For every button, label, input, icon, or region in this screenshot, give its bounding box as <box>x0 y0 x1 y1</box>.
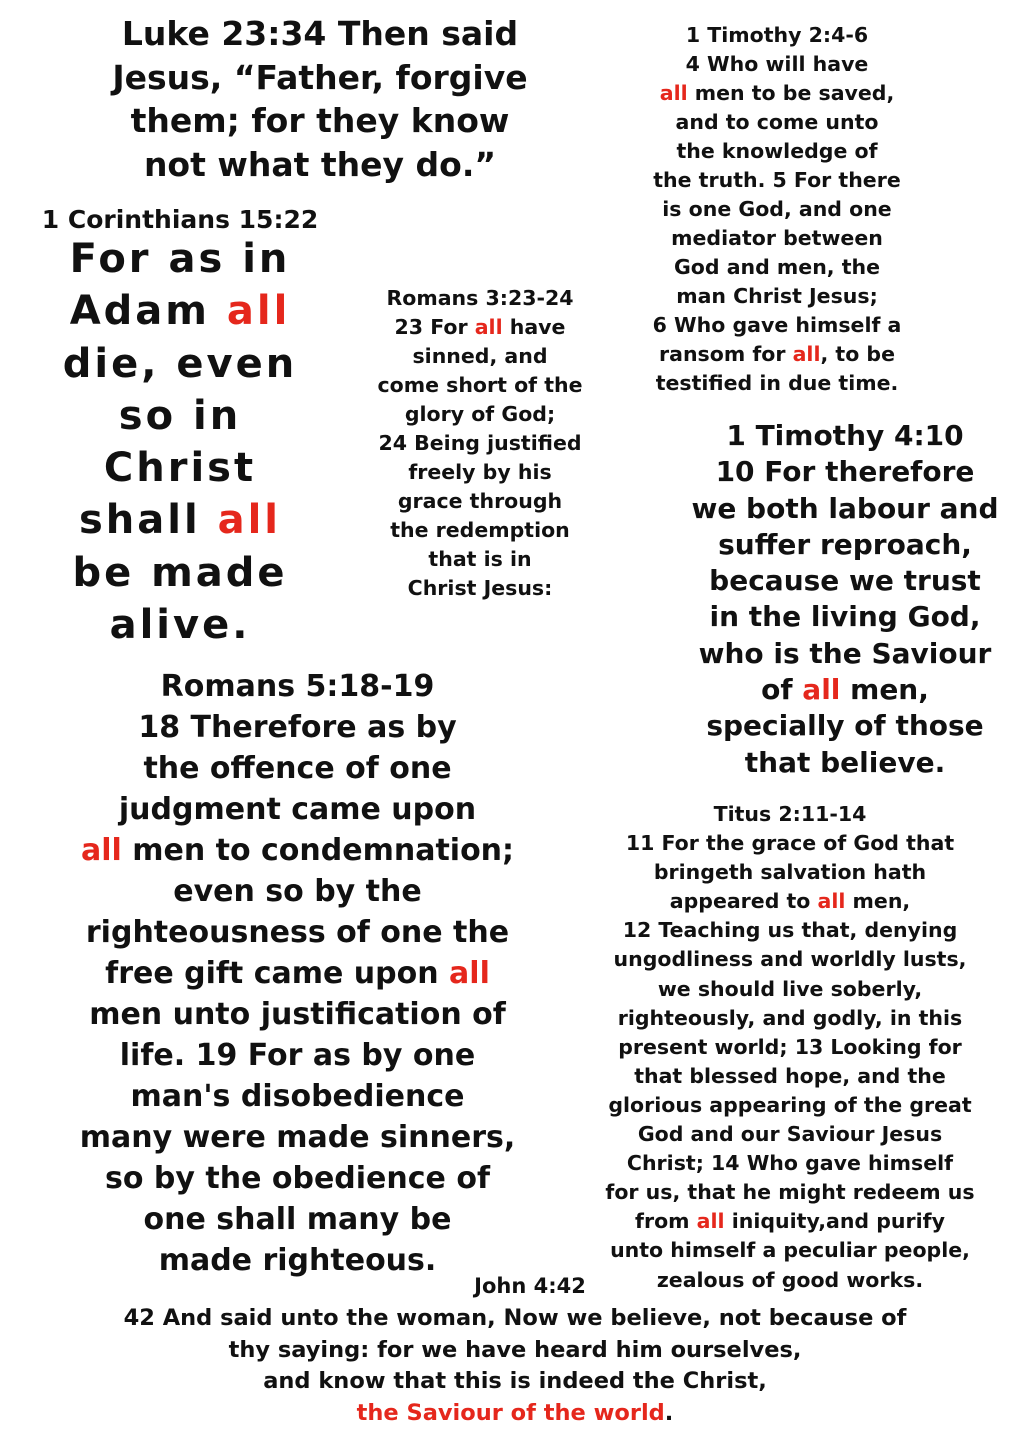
verse-text: glory of God; <box>404 402 556 426</box>
verse-john-4-42 <box>40 1303 990 1429</box>
verse-text: 12 Teaching us that, denying <box>622 918 958 943</box>
verse-line <box>40 1117 555 1158</box>
highlighted-word: all <box>474 315 503 339</box>
reference-label: 1 Corinthians 15:22 <box>41 205 319 234</box>
verse-text: glorious appearing of the great <box>608 1092 972 1117</box>
verse-line <box>620 340 934 369</box>
verse-text: have <box>502 315 566 339</box>
verse-line <box>10 599 350 651</box>
verse-text: men unto justification of <box>89 997 506 1032</box>
highlighted-word: all <box>802 673 841 707</box>
verse-line <box>40 830 555 871</box>
verse-line <box>575 1207 1005 1236</box>
verse-text: for us, that he might redeem us <box>605 1180 975 1205</box>
verse-line <box>620 224 934 253</box>
verse-romans-3-23-24 <box>350 284 610 603</box>
verse-line <box>40 1366 990 1398</box>
verse-text: them; for they know <box>130 101 510 140</box>
highlighted-word: the Saviour of the world <box>356 1399 665 1426</box>
verse-text: men to condemnation; <box>121 833 515 868</box>
verse-line <box>40 994 555 1035</box>
verse-line <box>620 50 934 79</box>
verse-reference-1-corinthians <box>10 203 350 237</box>
verse-1-corinthians-15-22 <box>10 233 350 651</box>
verse-text: grace through <box>397 489 563 513</box>
verse-line <box>40 789 555 830</box>
verse-text: 24 Being justified <box>378 431 582 455</box>
verse-text: suffer reproach, <box>718 527 972 561</box>
verse-line <box>575 887 1005 916</box>
verse-text: shall <box>78 497 218 544</box>
verse-line <box>620 369 934 398</box>
verse-text: and know that this is indeed the Christ, <box>263 1368 767 1394</box>
verse-text: the knowledge of <box>676 139 878 163</box>
verse-line <box>90 99 550 143</box>
verse-line <box>40 707 555 748</box>
verse-line <box>620 282 934 311</box>
verse-line <box>350 429 610 458</box>
verse-text: Jesus, “Father, forgive <box>112 57 528 97</box>
highlighted-word: all <box>80 833 122 868</box>
verse-line <box>620 253 934 282</box>
verse-line <box>350 371 610 400</box>
verse-line <box>670 454 1020 490</box>
verse-line <box>620 195 934 224</box>
verse-text: the redemption <box>390 518 570 542</box>
verse-text: Romans 3:23-24 <box>386 286 574 310</box>
verse-text: Romans 5:18-19 <box>160 669 435 704</box>
verse-line <box>620 79 934 108</box>
reference-label: John 4:42 <box>474 1274 586 1298</box>
verse-text: Christ <box>103 445 257 492</box>
verse-line <box>575 1120 1005 1149</box>
verse-1-timothy-4-10 <box>670 418 1020 781</box>
verse-romans-5-18-19 <box>40 666 555 1281</box>
verse-line <box>620 137 934 166</box>
verse-text: righteousness of one the <box>85 915 510 950</box>
verse-line <box>90 12 550 56</box>
verse-text: Luke 23:34 Then said <box>121 14 519 53</box>
verse-text: present world; 13 Looking for <box>618 1034 962 1059</box>
verse-text: thy saying: for we have heard him ourselves, <box>228 1336 802 1363</box>
verse-line <box>40 1158 555 1199</box>
verse-text: from <box>635 1209 697 1234</box>
verse-line <box>90 56 550 100</box>
verse-text: 10 For therefore <box>715 455 975 489</box>
verse-line <box>620 108 934 137</box>
verse-line <box>575 829 1005 858</box>
verse-line <box>620 166 934 195</box>
verse-text: of <box>761 673 803 707</box>
verse-text: bringeth salvation hath <box>653 860 927 885</box>
verse-line <box>350 313 610 342</box>
verse-text: mediator between <box>671 226 883 250</box>
verse-text: Adam <box>69 288 227 335</box>
verse-text: that blessed hope, and the <box>634 1063 946 1088</box>
verse-line <box>10 390 350 442</box>
verse-line <box>40 1035 555 1076</box>
highlighted-word: all <box>659 81 688 105</box>
verse-text: sinned, and <box>412 344 548 368</box>
verse-text: ungodliness and worldly lusts, <box>613 947 967 972</box>
verse-line <box>40 1398 990 1430</box>
verse-line <box>575 1004 1005 1033</box>
verse-line <box>670 563 1020 599</box>
verse-text: be made <box>72 549 288 596</box>
verse-line <box>40 953 555 994</box>
verse-text: man Christ Jesus; <box>676 284 878 308</box>
highlighted-word: all <box>792 342 821 366</box>
verse-line <box>40 666 555 707</box>
verse-line <box>575 1091 1005 1120</box>
verse-text: 11 For the grace of God that <box>625 831 955 856</box>
verse-text: 42 And said unto the woman, Now we believe, not because of <box>123 1305 907 1331</box>
verse-text: that is in <box>428 547 532 571</box>
verse-line <box>620 311 934 340</box>
verse-text: man's disobedience <box>130 1079 465 1114</box>
verse-text: even so by the <box>173 874 422 909</box>
verse-text: men to be saved, <box>687 81 895 105</box>
verse-text: Titus 2:11-14 <box>713 802 867 826</box>
verse-line <box>40 1303 990 1335</box>
verse-titus-2-11-14 <box>575 800 1005 1295</box>
verse-text: we both labour and <box>691 491 999 525</box>
verse-text: men, <box>840 673 929 707</box>
verse-line <box>575 1236 1005 1265</box>
verse-text: life. 19 For as by one <box>119 1038 476 1073</box>
verse-line <box>350 487 610 516</box>
verse-line <box>575 1062 1005 1091</box>
verse-line <box>575 916 1005 945</box>
verse-text: specially of those <box>706 709 984 743</box>
verse-text: we should live soberly, <box>657 976 923 1001</box>
verse-text: many were made sinners, <box>79 1120 516 1155</box>
highlighted-word: all <box>817 889 846 914</box>
verse-text: testified in due time. <box>655 371 899 395</box>
verse-text: because we trust <box>709 564 981 598</box>
verse-text: 18 Therefore as by <box>138 710 457 745</box>
verse-line <box>40 912 555 953</box>
verse-text: is one God, and one <box>662 197 892 221</box>
verse-text: alive. <box>109 602 251 649</box>
verse-text: , to be <box>820 342 895 366</box>
verse-text: and to come unto <box>675 110 879 134</box>
verse-text: ransom for <box>659 342 793 366</box>
verse-text: free gift came upon <box>105 956 450 991</box>
verse-line <box>670 527 1020 563</box>
verse-line <box>40 1076 555 1117</box>
verse-text: freely by his <box>408 460 552 484</box>
highlighted-word: all <box>226 288 291 335</box>
verse-line <box>10 442 350 494</box>
verse-text: . <box>664 1399 674 1426</box>
verse-text: come short of the <box>377 373 583 397</box>
verse-line <box>575 945 1005 974</box>
verse-text: one shall many be <box>143 1202 452 1237</box>
verse-line <box>10 494 350 546</box>
verse-text: that believe. <box>744 745 946 779</box>
verse-line <box>670 599 1020 635</box>
verse-line <box>40 1199 555 1240</box>
verse-text: 1 Timothy 2:4-6 <box>685 23 869 47</box>
verse-text: Christ; 14 Who gave himself <box>626 1151 954 1176</box>
verse-line <box>670 745 1020 781</box>
verse-text: 6 Who gave himself a <box>652 313 902 337</box>
verse-line <box>10 338 350 390</box>
verse-text: who is the Saviour <box>698 636 992 670</box>
verse-text: judgment came upon <box>118 792 477 827</box>
verse-line <box>670 418 1020 454</box>
verse-line <box>40 748 555 789</box>
verse-text: the truth. 5 For there <box>653 168 901 192</box>
verse-text: the offence of one <box>143 751 452 786</box>
verse-text: 23 For <box>394 315 475 339</box>
verse-text: God and men, the <box>673 255 881 279</box>
verse-line <box>670 672 1020 708</box>
verse-line <box>350 400 610 429</box>
verse-line <box>10 547 350 599</box>
highlighted-word: all <box>696 1209 725 1234</box>
verse-text: 1 Timothy 4:10 <box>726 419 964 452</box>
verse-line <box>10 285 350 337</box>
verse-text: made righteous. <box>158 1243 437 1278</box>
verse-line <box>40 1335 990 1367</box>
verse-line <box>575 975 1005 1004</box>
verse-luke-23-34 <box>90 12 550 186</box>
verse-text: unto himself a peculiar people, <box>610 1238 970 1263</box>
verse-line <box>575 800 1005 829</box>
verse-line <box>575 1266 1005 1295</box>
verse-text: righteously, and godly, in this <box>617 1005 963 1030</box>
verse-line <box>670 491 1020 527</box>
verse-line <box>350 574 610 603</box>
verse-text: so by the obedience of <box>104 1161 490 1196</box>
verse-1-timothy-2-4-6 <box>620 21 934 398</box>
verse-line <box>575 1033 1005 1062</box>
verse-text: not what they do.” <box>143 144 497 184</box>
verse-reference-john <box>440 1272 620 1301</box>
verse-line <box>10 233 350 285</box>
verse-text: Christ Jesus: <box>407 576 553 600</box>
verse-text: men, <box>845 889 911 914</box>
verse-line <box>90 143 550 187</box>
verse-line <box>350 545 610 574</box>
verse-text: iniquity,and purify <box>724 1209 945 1234</box>
verse-text: God and our Saviour Jesus <box>637 1122 943 1147</box>
highlighted-word: all <box>449 956 490 991</box>
verse-line <box>670 636 1020 672</box>
verse-line <box>575 858 1005 887</box>
verse-line <box>350 458 610 487</box>
verse-text: appeared to <box>669 889 818 914</box>
verse-text: zealous of good works. <box>656 1267 924 1292</box>
verse-line <box>350 284 610 313</box>
verse-line <box>350 342 610 371</box>
verse-line <box>620 21 934 50</box>
verse-text: in the living God, <box>709 600 981 634</box>
verse-line <box>575 1149 1005 1178</box>
verse-text: For as in <box>69 236 291 282</box>
verse-text: die, even <box>62 340 298 387</box>
verse-line <box>40 871 555 912</box>
highlighted-word: all <box>217 497 282 544</box>
verse-text: so in <box>118 392 242 439</box>
verse-line <box>350 516 610 545</box>
verse-text: 4 Who will have <box>685 52 869 76</box>
verse-line <box>670 708 1020 744</box>
verse-line <box>575 1178 1005 1207</box>
